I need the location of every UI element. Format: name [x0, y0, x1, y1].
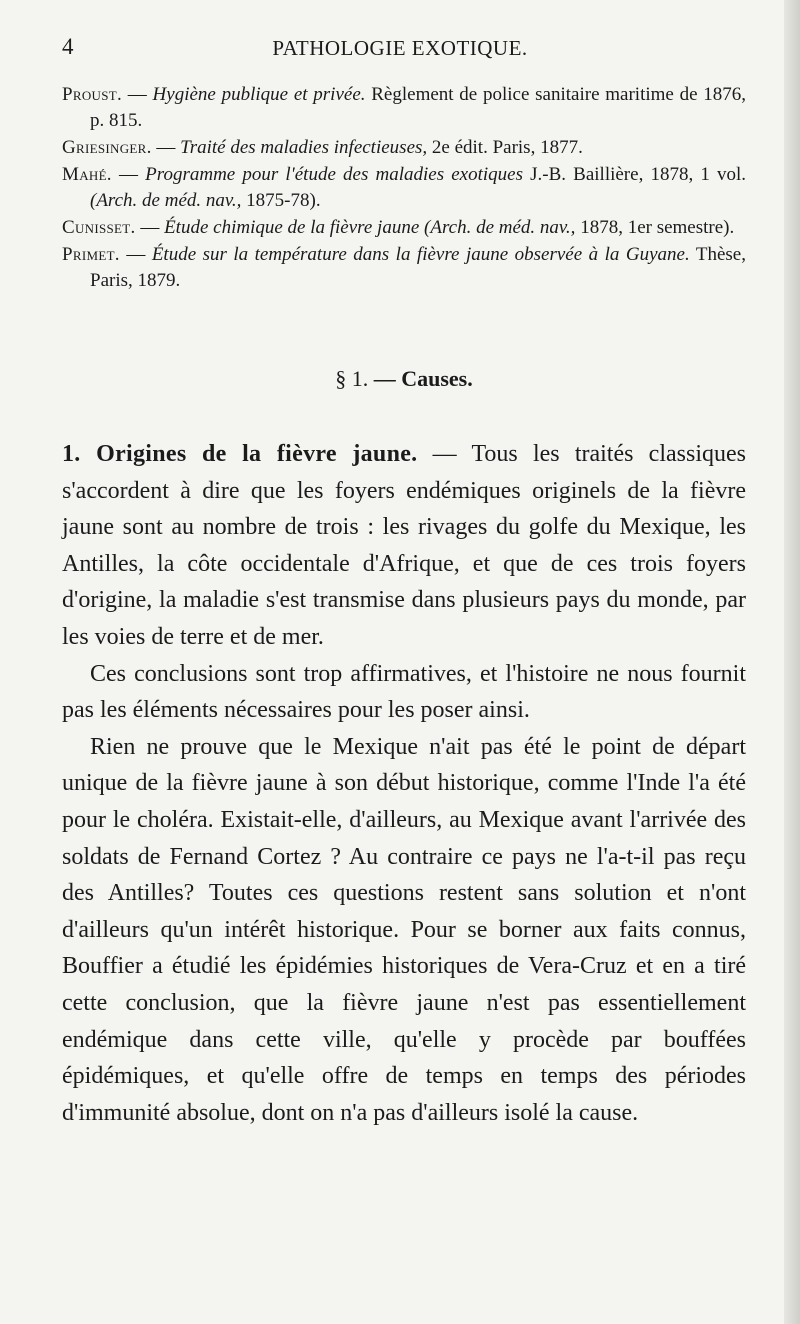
section-dash: — — [368, 366, 402, 391]
reference-entry — [62, 82, 746, 134]
paragraph-heading: 1. Origines de la fièvre jaune. — [62, 441, 418, 467]
reference-separator: — — [151, 137, 181, 158]
reference-entry — [62, 242, 746, 294]
reference-separator: — — [119, 244, 152, 265]
reference-title: Étude chimique de la fièvre jaune (Arch. de méd. nav., — [164, 217, 576, 238]
page-number: 4 — [62, 34, 74, 59]
reference-title: Traité des maladies infectieuses, — [180, 137, 428, 158]
reference-author: Cunisset. — [62, 217, 136, 238]
reference-details: 1878, 1er semestre). — [575, 217, 735, 238]
reference-journal: (Arch. de méd. nav., — [90, 190, 242, 211]
running-title: PATHOLOGIE EXOTIQUE. — [272, 36, 528, 60]
paragraph — [62, 436, 746, 656]
reference-separator: — — [111, 164, 146, 185]
paragraph: Ces conclusions sont trop affirmatives, et l'histoire ne nous fournit pas les éléments nécessaires pour les poser ainsi. — [62, 660, 746, 724]
paragraph: Rien ne prouve que le Mexique n'ait pas été le point de départ unique de la fièvre jaune à son début historique, comme l'Inde l'a été pour le choléra. Existait-elle, d'ailleurs, au Mexique avant l'arrivée des soldats de Fernand Cortez ? Au contraire ce pays ne l'a-t-il pas reçu des Antilles? Toutes ces questions restent sans solution et n'ont d'ailleurs qu'un intérêt historique. Pour se borner aux faits connus, Bouffier a étudié les épidémies historiques de Vera-Cruz et en a tiré cette conclusion, que la fièvre jaune n'est pas essentiellement endémique dans cette ville, qu'elle y procède par bouffées épidémiques, et qu'elle offre de temps en temps des périodes d'immunité absolue, dont on n'a pas d'ailleurs isolé la cause. — [62, 733, 746, 1126]
section-number: § 1. — [335, 366, 369, 391]
running-header — [62, 34, 738, 64]
page-edge-shadow — [784, 0, 800, 1324]
reference-separator: — — [122, 84, 153, 105]
body-text — [62, 436, 746, 1131]
section-heading — [62, 366, 746, 392]
reference-author: Primet. — [62, 244, 120, 265]
reference-title: Programme pour l'étude des maladies exotiques — [145, 164, 523, 185]
reference-details: Règlement de police sanitaire maritime de 1876, p. 815. — [90, 84, 747, 131]
reference-entry — [62, 162, 746, 214]
reference-entry — [62, 135, 746, 161]
reference-details: 1875-78). — [241, 190, 321, 211]
reference-author: Mahé. — [62, 164, 112, 185]
reference-separator: — — [135, 217, 165, 238]
paragraph-text: — Tous les traités classiques s'accordent à dire que les foyers endémiques originels de la fièvre jaune sont au nombre de trois : les rivages du golfe du Mexique, les Antilles, la côte occidentale d'Afrique, et que de ces trois foyers d'origine, la maladie s'est transmise dans plusieurs pays du monde, par les voies de terre et de mer. — [62, 441, 746, 650]
section-title: Causes. — [401, 366, 473, 391]
reference-author: Griesinger. — [62, 137, 152, 158]
reference-details: 2e édit. Paris, 1877. — [427, 137, 583, 158]
reference-entry — [62, 215, 746, 241]
reference-details: Thèse, Paris, 1879. — [90, 244, 746, 291]
bibliography-list — [62, 82, 746, 295]
reference-author: Proust. — [62, 84, 123, 105]
reference-title: Hygiène publique et privée. — [152, 84, 366, 105]
reference-title: Étude sur la température dans la fièvre jaune observée à la Guyane. — [151, 244, 690, 265]
reference-details: J.-B. Baillière, 1878, 1 vol. — [522, 164, 747, 185]
